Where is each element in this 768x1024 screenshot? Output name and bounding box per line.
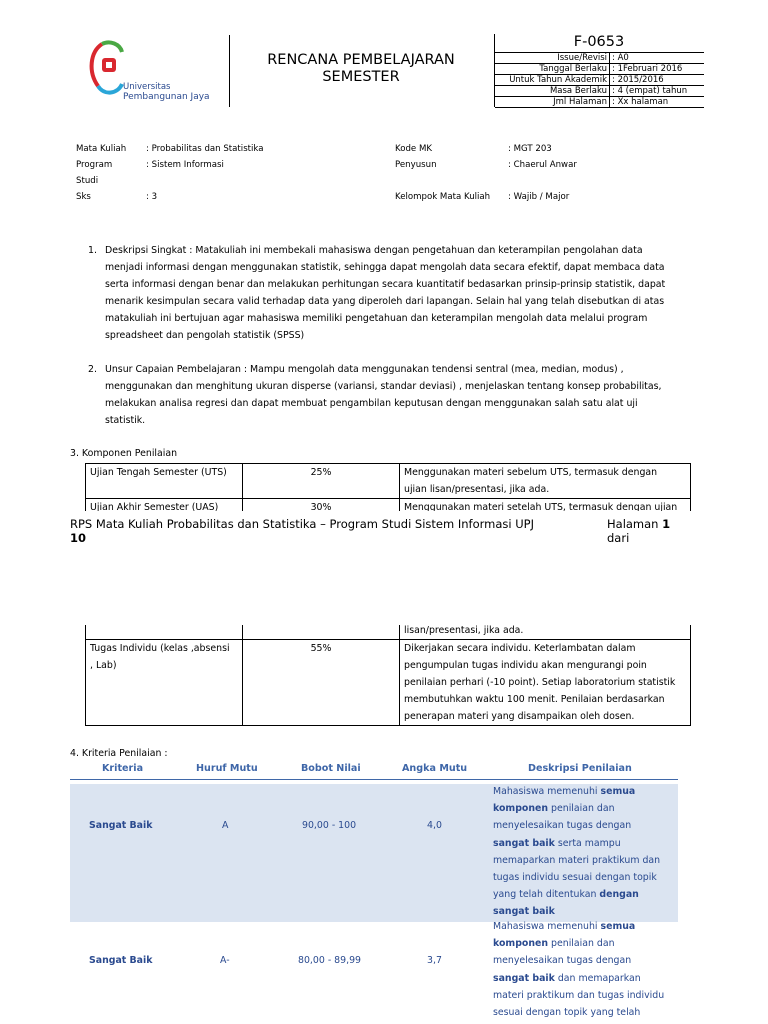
header-huruf-mutu: Huruf Mutu [196,763,258,774]
section-4-title: 4. Kriteria Penilaian : [70,748,168,759]
header-angka-mutu: Angka Mutu [402,763,468,774]
sks-value: : 3 [146,192,158,202]
table-row: Ujian Akhir Semester (UAS) 30% Menggunakan materi setelah UTS, termasuk dengan ujian [86,499,691,512]
row2-angka: 3,7 [427,955,442,966]
page-footer: RPS Mata Kuliah Probabilitas dan Statistika – Program Studi Sistem Informasi UPJ Halaman 1 dari 10 [70,517,671,545]
row1-bobot: 90,00 - 100 [302,820,357,831]
kode-value: : MGT 203 [508,144,552,154]
form-code: F-0653 [573,34,625,50]
komponen-table-part2 [85,625,691,731]
row1-angka: 4,0 [427,820,442,831]
logo-text-name: Pembangunan Jaya [123,92,210,102]
section-3-title: 3. Komponen Penilaian [70,448,178,459]
kriteria-table-header [70,763,678,780]
meta-row: Masa Berlaku : 4 (empat) tahun [495,86,704,97]
section-1-description: Deskripsi Singkat : Matakuliah ini membekali mahasiswa dengan pengetahuan dan keterampilan pengolahan data menjadi informasi dengan menggunakan statistik, sehingga dapat mengolah data secara efektif, dapat membaca data serta informasi dengan benar dan melakukan perhitungan secara kuantitatif bedasarkan prinsip-prinsip statistik, dapat menarik kesimpulan secara valid terhadap data yang diperoleh dari lapangan. Selain hal yang telah disebutkan di atas matakuliah ini bertujuan agar mahasiswa memiliki pengetahuan dan keterampilan mengolah data melalui program spreadsheet dan pengolah statistik (SPSS) [105,245,666,341]
section-1-number: 1. [88,245,97,256]
document-title: RENCANA PEMBELAJARAN SEMESTER [267,52,455,85]
meta-row: Jml Halaman : Xx halaman [495,97,704,108]
mk-value: : Probabilitas dan Statistika [146,144,264,154]
row1-kriteria: Sangat Baik [89,820,153,831]
table-row: lisan/presentasi, jika ada. [86,625,691,640]
komponen-table-part1 [85,463,691,511]
header-deskripsi: Deskripsi Penilaian [528,763,632,774]
row1-huruf: A [222,820,229,831]
section-2-capaian: Unsur Capaian Pembelajaran : Mampu mengolah data menggunakan tendensi sentral (mea, median, modus) , menggunakan dan menghitung ukuran disperse (variansi, standar deviasi) , menjelaskan tentang konsep probabilitas, melakukan analisa regresi dan dapat membuat pengambilan keputusan dengan menggunakan salah satu alat uji statistik. [105,364,662,426]
document-meta-table [495,52,704,108]
section-2-number: 2. [88,364,97,375]
prodi-label: Program [76,160,113,170]
meta-row: Tanggal Berlaku : 1Februari 2016 [495,64,704,75]
row1-deskripsi: Mahasiswa memenuhi semua komponen penilaian dan menyelesaikan tugas dengan sangat baik serta mampu memaparkan materi praktikum dan tugas individu sesuai dengan topik yang telah ditentukan dengan sangat baik [493,786,661,918]
row2-deskripsi: Mahasiswa memenuhi semua komponen penilaian dan menyelesaikan tugas dengan sangat baik dan memaparkan materi praktikum dan tugas individu sesuai dengan topik yang telah [493,921,665,1019]
table-row: Ujian Tengah Semester (UTS) 25% Menggunakan materi sebelum UTS, termasuk dengan ujian lisan/presentasi, jika ada. [86,464,691,499]
table-row: Tugas Individu (kelas ,absensi , Lab) 55% Dikerjakan secara individu. Keterlambatan dalam pengumpulan tugas individu akan mengurangi poin penilaian perhari (-10 point). Setiap laboratorium statistik membutuhkan waktu 100 menit. Penilaian berdasarkan penerapan materi yang disampaikan oleh dosen. [86,640,691,726]
row2-bobot: 80,00 - 89,99 [298,955,362,966]
meta-row: Issue/Revisi : A0 [495,53,704,64]
logo-mark-icon [88,38,128,98]
row2-huruf: A- [220,955,230,966]
penyusun-label: Penyusun [395,160,437,170]
logo-text-universitas: Universitas [123,82,171,92]
meta-row: Untuk Tahun Akademik : 2015/2016 [495,75,704,86]
prodi-label-2: Studi [76,176,99,186]
mk-label: Mata Kuliah [76,144,127,154]
kelompok-label: Kelompok Mata Kuliah [395,192,491,202]
row2-kriteria: Sangat Baik [89,955,153,966]
sks-label: Sks [76,192,91,202]
kode-label: Kode MK [395,144,432,154]
header-divider [229,35,230,107]
header-bobot-nilai: Bobot Nilai [301,763,361,774]
header-kriteria: Kriteria [102,763,144,774]
kelompok-value: : Wajib / Major [508,192,570,202]
penyusun-value: : Chaerul Anwar [508,160,577,170]
prodi-value: : Sistem Informasi [146,160,224,170]
